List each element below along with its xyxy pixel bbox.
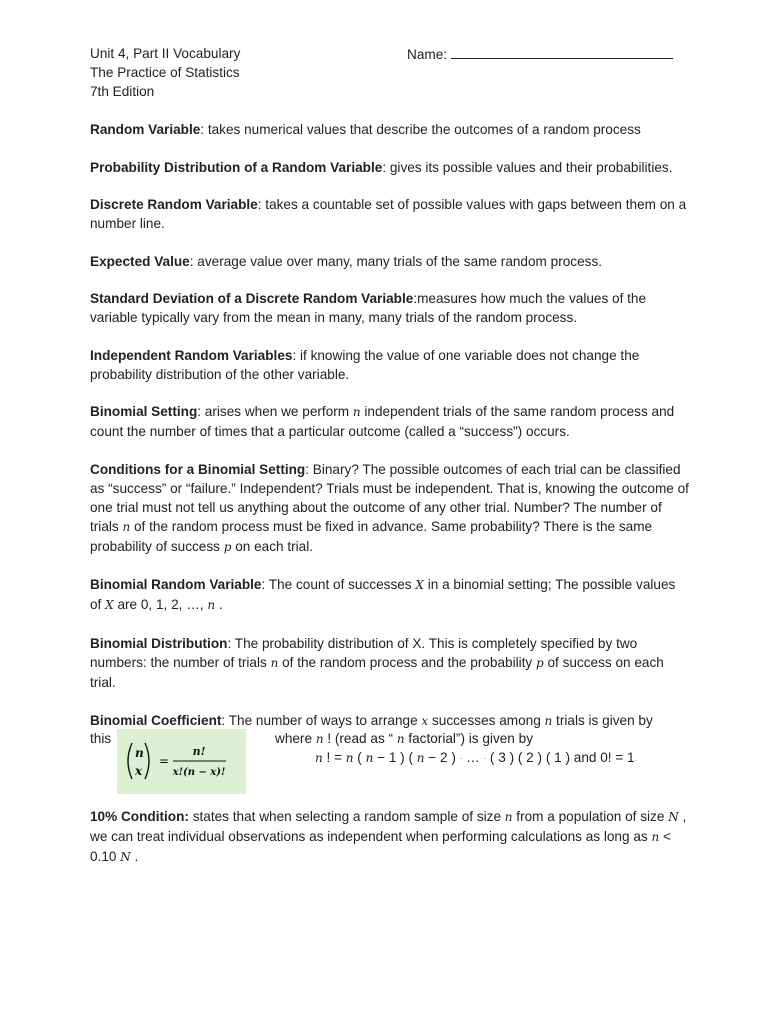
formula-bottom-x: x	[134, 764, 142, 778]
text-part: − 2 )	[424, 749, 460, 765]
definition-part: independent trials of the same random process and count the number of times that a particular outcome (called a “success”) occurs.	[90, 404, 675, 439]
term: Probability Distribution of a Random Variable	[90, 159, 383, 175]
left-paren	[128, 743, 132, 779]
variable-x: x	[421, 713, 429, 728]
definition-part: : arises when we perform	[197, 404, 353, 419]
vocabulary-page	[90, 44, 690, 885]
definition: :measures how much the values of the variable typically vary from the mean in many, many trials of the random process.	[90, 291, 647, 325]
entry-discrete-random-variable	[90, 195, 690, 233]
definition-part: : Binary? The possible outcomes of each trial can be classified as “success” or “failure.” Independent? Trials must be independent. That is, knowing the outcome of one trial must not tell us anything about the outcome of any other trial. Number? The number of trials	[90, 461, 689, 534]
definition-part: on each trial.	[231, 538, 314, 554]
definition-part: states that when selecting a random sample of size	[188, 808, 505, 824]
variable-N: N	[668, 809, 679, 824]
variable-n: n	[315, 731, 324, 746]
entry-random-variable	[90, 120, 690, 139]
entry-expected-value	[90, 252, 690, 271]
variable-n: n	[544, 713, 553, 728]
variable-n: n	[345, 750, 354, 765]
variable-n: n	[365, 750, 374, 765]
definition-part: from a population of size	[512, 808, 669, 824]
text-part: factorial”) is given by	[404, 730, 533, 746]
variable-n: n	[416, 750, 425, 765]
variable-X: X	[415, 578, 424, 592]
equals-sign: =	[158, 754, 169, 768]
factorial-formula	[315, 748, 637, 768]
text-part: …	[462, 749, 484, 765]
name-label: Name:	[407, 47, 448, 62]
term: Expected Value	[90, 253, 190, 269]
header	[90, 44, 690, 101]
text-part: ( 3 ) ( 2 ) ( 1 ) and 0! = 1	[486, 749, 635, 765]
variable-n: n	[270, 655, 279, 670]
name-blank-line[interactable]	[451, 44, 673, 59]
binomial-coefficient-formula-line	[90, 731, 690, 795]
variable-N: N	[120, 849, 131, 864]
multiply-dot: ·	[483, 753, 487, 763]
trailing-period: .	[634, 753, 637, 763]
variable-n: n	[352, 405, 361, 419]
definition-part: .	[215, 597, 223, 612]
term: Random Variable	[90, 122, 201, 137]
variable-n: n	[122, 519, 131, 534]
entry-standard-deviation	[90, 289, 690, 327]
header-book-title: The Practice of Statistics	[90, 65, 240, 80]
term: Binomial Setting	[90, 404, 198, 419]
right-paren	[145, 743, 149, 779]
definition: : gives its possible values and their probabilities.	[382, 159, 673, 175]
definition-part: of the random process must be fixed in advance. Same probability? There is the same probability of success	[90, 518, 653, 554]
header-edition: 7th Edition	[90, 84, 155, 99]
variable-n: n	[396, 731, 405, 746]
definition-part: are 0, 1, 2, …,	[113, 597, 208, 612]
binomial-coefficient-formula-image	[117, 729, 246, 794]
entry-ten-percent-condition	[90, 807, 690, 867]
header-unit-title: Unit 4, Part II Vocabulary	[90, 46, 241, 61]
text-part: ! =	[322, 749, 346, 765]
binomial-coefficient-intro	[90, 711, 690, 731]
multiply-dot: ·	[459, 753, 463, 763]
term: Independent Random Variables	[90, 347, 293, 363]
definition-part: of the random process and the probability	[278, 654, 536, 670]
entry-binomial-random-variable	[90, 575, 690, 615]
name-field	[407, 44, 673, 64]
term: Conditions for a Binomial Setting	[90, 461, 306, 477]
definition: : if knowing the value of one variable does not change the probability distribution of the other variable.	[90, 347, 640, 382]
term: Binomial Coefficient	[90, 712, 222, 728]
definition-part: : The number of ways to arrange	[221, 712, 422, 728]
definition-part: successes among	[428, 712, 545, 728]
variable-n: n	[315, 750, 323, 765]
term: Discrete Random Variable	[90, 197, 258, 212]
factorial-description	[275, 729, 533, 749]
definition-part: , we can treat individual observations as independent when performing calculations as long as	[90, 808, 687, 844]
variable-n: n	[207, 598, 216, 612]
formula-denominator: x!(n − x)!	[172, 767, 225, 778]
term: Binomial Random Variable	[90, 577, 262, 592]
entry-binomial-coefficient	[90, 711, 690, 795]
text-part: − 1 ) (	[373, 749, 417, 765]
formula-numerator: n!	[192, 745, 205, 758]
definition-part: trials is given by	[552, 712, 653, 728]
entry-conditions-binomial	[90, 460, 690, 557]
term: 10% Condition:	[90, 808, 189, 824]
text-part: ! (read as “	[323, 730, 397, 746]
variable-X: X	[105, 598, 114, 612]
definition-part: in a binomial setting; The possible values of	[90, 577, 676, 612]
entry-independent-random-variables	[90, 346, 690, 384]
variable-p: p	[223, 539, 232, 554]
definition-part: < 0.10	[90, 828, 671, 864]
definition-part: .	[130, 848, 139, 864]
entry-binomial-distribution	[90, 634, 690, 692]
term: Binomial Distribution	[90, 635, 228, 651]
definition-part: : The count of successes	[261, 577, 416, 592]
variable-p: p	[536, 655, 544, 670]
definition: : average value over many, many trials of the same random process.	[189, 253, 603, 269]
formula-top-n: n	[134, 746, 144, 760]
entry-binomial-setting	[90, 402, 690, 441]
text-part: where	[275, 730, 316, 746]
definition: : takes a countable set of possible values with gaps between them on a number line.	[90, 197, 687, 231]
variable-n: n	[651, 829, 660, 844]
text-part: (	[353, 749, 366, 765]
entry-probability-distribution	[90, 158, 690, 177]
definition-part: : The probability distribution of X. This is completely specified by two numbers: the number of trials	[90, 635, 638, 670]
this-word: this	[90, 730, 112, 746]
definition-part: of success on each trial.	[90, 654, 664, 690]
variable-n: n	[504, 809, 513, 824]
formula-graphic	[122, 735, 242, 787]
term: Standard Deviation of a Discrete Random Variable	[90, 291, 414, 306]
definition: : takes numerical values that describe the outcomes of a random process	[200, 122, 641, 137]
